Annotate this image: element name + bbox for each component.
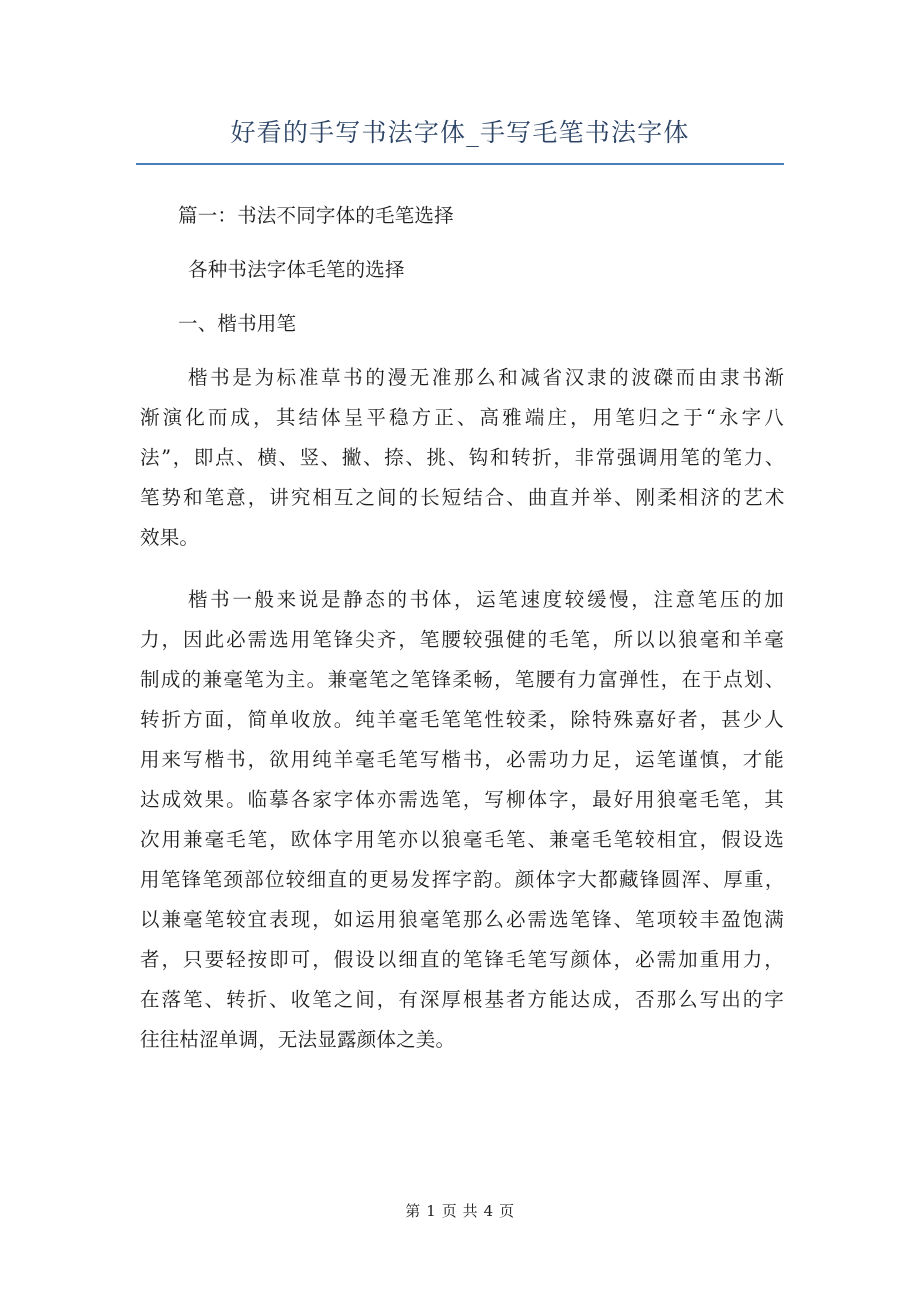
paragraph-line: 用笔锋笔颈部位较细直的更易发挥字韵。颜体字大都藏锋圆浑、厚重， bbox=[140, 868, 784, 891]
paragraph-spacer bbox=[140, 558, 784, 580]
paragraph-line: 效果。 bbox=[140, 526, 200, 549]
paragraph-line: 次用兼毫毛笔，欧体字用笔亦以狼毫毛笔、兼毫毛笔较相宜，假设选 bbox=[140, 828, 784, 851]
paragraph-line: 以兼毫笔较宜表现，如运用狼毫笔那么必需选笔锋、笔项较丰盈饱满 bbox=[140, 908, 784, 931]
paragraph-line: 用来写楷书，欲用纯羊毫毛笔写楷书，必需功力足，运笔谨慎，才能 bbox=[140, 748, 784, 771]
spacer bbox=[140, 344, 784, 358]
paragraph-2 bbox=[140, 580, 784, 1060]
section-heading-1: 一、楷书用笔 bbox=[178, 312, 297, 335]
paragraph-line: 笔势和笔意，讲究相互之间的长短结合、曲直并举、刚柔相济的艺术 bbox=[140, 486, 784, 509]
paragraph-line: 往往枯涩单调，无法显露颜体之美。 bbox=[140, 1028, 456, 1051]
spacer bbox=[140, 290, 784, 304]
paragraph-1 bbox=[140, 358, 784, 558]
paragraph-line: 转折方面，简单收放。纯羊毫毛笔笔性较柔，除特殊嘉好者，甚少人 bbox=[140, 708, 784, 731]
title-block bbox=[136, 112, 784, 165]
paragraph-line: 楷书一般来说是静态的书体，运笔速度较缓慢，注意笔压的加 bbox=[188, 588, 784, 611]
paragraph-line: 力，因此必需选用笔锋尖齐，笔腰较强健的毛笔，所以以狼毫和羊毫 bbox=[140, 628, 784, 651]
paragraph-line: 渐演化而成，其结体呈平稳方正、高雅端庄，用笔归之于“永字八 bbox=[140, 406, 784, 429]
paragraph-line: 法”，即点、横、竖、撇、捺、挑、钩和转折，非常强调用笔的笔力、 bbox=[140, 446, 784, 469]
spacer bbox=[140, 236, 784, 250]
page-number-label: 第 1 页 共 4 页 bbox=[405, 1202, 515, 1220]
page-footer bbox=[0, 1200, 920, 1221]
document-body bbox=[140, 196, 784, 1060]
paragraph-line: 者，只要轻按即可，假设以细直的笔锋毛笔写颜体，必需加重用力， bbox=[140, 948, 784, 971]
paragraph-line: 在落笔、转折、收笔之间，有深厚根基者方能达成，否那么写出的字 bbox=[140, 988, 784, 1011]
subtitle-heading: 各种书法字体毛笔的选择 bbox=[188, 258, 405, 281]
paragraph-line: 楷书是为标准草书的漫无准那么和减省汉隶的波磔而由隶书渐 bbox=[188, 366, 784, 389]
title-divider bbox=[136, 163, 784, 165]
page-title: 好看的手写书法字体_手写毛笔书法字体 bbox=[230, 118, 690, 147]
paragraph-line: 达成效果。临摹各家字体亦需选笔，写柳体字，最好用狼毫毛笔，其 bbox=[140, 788, 784, 811]
source-heading: 篇一：书法不同字体的毛笔选择 bbox=[178, 204, 454, 227]
paragraph-line: 制成的兼毫笔为主。兼毫笔之笔锋柔畅，笔腰有力富弹性，在于点划、 bbox=[140, 668, 784, 691]
